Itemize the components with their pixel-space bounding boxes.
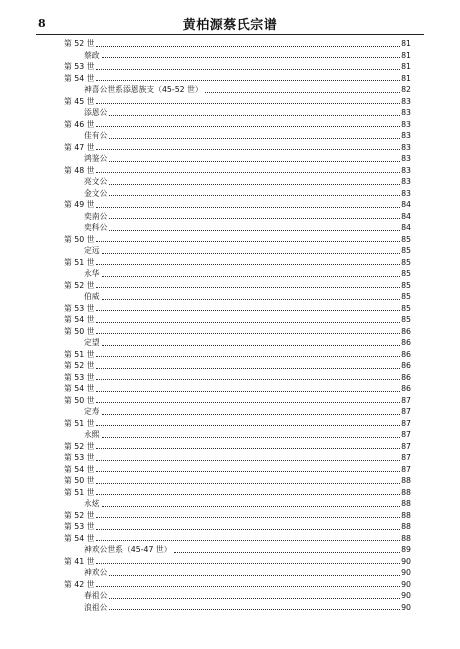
toc-entry-label: 第 53 世	[64, 453, 95, 462]
toc-entry[interactable]	[64, 245, 411, 257]
toc-entry-label: 第 52 世	[64, 280, 95, 290]
dot-leader	[96, 563, 400, 564]
toc-entry-label: 第 51 世	[64, 257, 95, 267]
dot-leader	[96, 149, 400, 150]
dot-leader	[102, 506, 400, 507]
dot-leader	[109, 115, 400, 116]
toc-entry[interactable]	[64, 360, 411, 372]
toc-entry-label: 定远	[84, 246, 100, 255]
document-title: 黄柏源蔡氏宗谱	[182, 18, 278, 33]
toc-entry[interactable]	[64, 314, 411, 326]
toc-entry-page-number: 86	[401, 384, 411, 393]
toc-entry-page-number: 81	[401, 39, 411, 48]
dot-leader	[96, 540, 400, 541]
toc-entry-label: 第 52 世	[64, 39, 95, 48]
dot-leader	[96, 483, 400, 484]
toc-entry[interactable]	[64, 280, 411, 292]
dot-leader	[109, 184, 400, 185]
dot-leader	[96, 172, 400, 173]
toc-entry-page-number: 88	[401, 533, 411, 543]
toc-entry-page-number: 84	[401, 223, 411, 232]
toc-entry-page-number: 81	[401, 50, 411, 60]
dot-leader	[96, 310, 400, 311]
toc-entry-page-number: 85	[401, 234, 411, 244]
header-rule	[36, 34, 424, 35]
dot-leader	[109, 598, 400, 599]
dot-leader	[109, 138, 400, 139]
dot-leader	[96, 391, 400, 392]
toc-entry[interactable]	[64, 165, 411, 177]
toc-entry-label: 永熙	[84, 430, 100, 439]
toc-entry-page-number: 85	[401, 292, 411, 301]
toc-entry-label: 第 48 世	[64, 165, 95, 175]
toc-entry-page-number: 88	[401, 499, 411, 508]
toc-entry[interactable]	[64, 84, 411, 96]
toc-entry-page-number: 87	[401, 407, 411, 416]
toc-entry[interactable]	[64, 533, 411, 545]
toc-entry-label: 第 53 世	[64, 522, 95, 531]
toc-entry-label: 永华	[84, 269, 100, 278]
toc-entry-label: 第 54 世	[64, 533, 95, 543]
toc-entry-page-number: 83	[401, 131, 411, 140]
dot-leader	[102, 276, 400, 277]
dot-leader	[96, 356, 400, 357]
dot-leader	[96, 103, 400, 104]
toc-entry[interactable]	[64, 510, 411, 522]
toc-entry-page-number: 86	[401, 361, 411, 370]
toc-entry-label: 春祖公	[84, 591, 108, 600]
toc-entry-page-number: 86	[401, 326, 411, 336]
toc-entry[interactable]	[64, 395, 411, 407]
dot-leader	[96, 126, 400, 127]
toc-entry-page-number: 83	[401, 188, 411, 198]
toc-entry[interactable]	[64, 544, 411, 556]
toc-entry-label: 第 50 世	[64, 395, 95, 405]
toc-entry[interactable]	[64, 153, 411, 165]
toc-entry-page-number: 88	[401, 510, 411, 520]
toc-entry-label: 浪祖公	[84, 602, 108, 612]
toc-entry[interactable]	[64, 406, 411, 418]
toc-entry[interactable]	[64, 96, 411, 108]
toc-entry-label: 添恩公	[84, 108, 108, 117]
toc-entry-page-number: 86	[401, 372, 411, 382]
dot-leader	[96, 322, 400, 323]
toc-entry[interactable]	[64, 130, 411, 142]
toc-entry[interactable]	[64, 50, 411, 62]
toc-entry-page-number: 84	[401, 200, 411, 209]
toc-entry[interactable]	[64, 567, 411, 579]
toc-entry-page-number: 83	[401, 108, 411, 117]
toc-entry[interactable]	[64, 107, 411, 119]
toc-entry-label: 神欢公世系（45-47 世）	[84, 545, 172, 554]
toc-entry[interactable]	[64, 119, 411, 131]
toc-entry-label: 第 51 世	[64, 487, 95, 497]
toc-entry-label: 第 52 世	[64, 510, 95, 520]
toc-entry-label: 定望	[84, 338, 100, 347]
toc-entry-label: 第 45 世	[64, 96, 95, 106]
dot-leader	[96, 69, 400, 70]
dot-leader	[96, 379, 400, 380]
toc-entry-page-number: 88	[401, 522, 411, 531]
toc-entry-page-number: 83	[401, 177, 411, 186]
toc-entry[interactable]	[64, 188, 411, 200]
toc-entry[interactable]	[64, 73, 411, 85]
dot-leader	[96, 207, 400, 208]
toc-entry[interactable]	[64, 337, 411, 349]
dot-leader	[102, 253, 400, 254]
dot-leader	[102, 57, 400, 58]
toc-entry-page-number: 83	[401, 154, 411, 163]
toc-entry-page-number: 87	[401, 430, 411, 439]
toc-entry-page-number: 85	[401, 246, 411, 255]
toc-entry-page-number: 90	[401, 556, 411, 566]
toc-entry-page-number: 89	[401, 545, 411, 554]
toc-entry-label: 第 49 世	[64, 200, 95, 209]
toc-entry[interactable]	[64, 257, 411, 269]
dot-leader	[96, 494, 400, 495]
dot-leader	[102, 345, 400, 346]
dot-leader	[102, 299, 400, 300]
dot-leader	[96, 368, 400, 369]
toc-entry-label: 定寿	[84, 407, 100, 416]
dot-leader	[174, 552, 401, 553]
toc-entry-label: 第 47 世	[64, 142, 95, 152]
dot-leader	[96, 529, 400, 530]
toc-entry-label: 第 53 世	[64, 372, 95, 382]
toc-entry[interactable]	[64, 452, 411, 464]
toc-entry[interactable]	[64, 38, 411, 50]
toc-entry-page-number: 83	[401, 96, 411, 106]
toc-entry[interactable]	[64, 498, 411, 510]
toc-entry-label: 第 52 世	[64, 361, 95, 370]
toc-entry-page-number: 90	[401, 568, 411, 577]
dot-leader	[96, 402, 400, 403]
dot-leader	[102, 414, 400, 415]
toc-entry[interactable]	[64, 176, 411, 188]
toc-entry-label: 佳有公	[84, 131, 108, 140]
toc-entry-label: 神喜公世系添恩族支（45-52 世）	[84, 85, 203, 94]
toc-entry-label: 第 51 世	[64, 349, 95, 359]
dot-leader	[96, 264, 400, 265]
toc-entry[interactable]	[64, 222, 411, 234]
dot-leader	[96, 287, 400, 288]
toc-entry-label: 第 54 世	[64, 315, 95, 324]
toc-entry-label: 第 50 世	[64, 476, 95, 485]
toc-entry[interactable]	[64, 429, 411, 441]
dot-leader	[109, 575, 400, 576]
toc-entry[interactable]	[64, 199, 411, 211]
dot-leader	[96, 517, 400, 518]
toc-entry-page-number: 87	[401, 453, 411, 462]
toc-entry-label: 第 54 世	[64, 384, 95, 393]
dot-leader	[96, 80, 400, 81]
dot-leader	[102, 437, 400, 438]
dot-leader	[205, 92, 400, 93]
toc-entry[interactable]	[64, 441, 411, 453]
toc-entry-label: 奕科公	[84, 223, 108, 232]
toc-entry-label: 第 41 世	[64, 556, 95, 566]
toc-entry-label: 第 52 世	[64, 441, 95, 451]
toc-entry-label: 第 54 世	[64, 464, 95, 474]
dot-leader	[96, 448, 400, 449]
toc-entry-page-number: 90	[401, 591, 411, 600]
toc-entry-label: 伯威	[84, 292, 100, 301]
table-of-contents	[64, 38, 411, 613]
toc-entry[interactable]	[64, 487, 411, 499]
dot-leader	[109, 161, 400, 162]
toc-entry-label: 亮文公	[84, 177, 108, 186]
toc-entry[interactable]	[64, 521, 411, 533]
toc-entry[interactable]	[64, 602, 411, 614]
toc-entry-page-number: 88	[401, 487, 411, 497]
dot-leader	[96, 241, 400, 242]
toc-entry-page-number: 81	[401, 62, 411, 71]
dot-leader	[96, 460, 400, 461]
dot-leader	[96, 46, 400, 47]
toc-entry-page-number: 84	[401, 211, 411, 221]
toc-entry-label: 神欢公	[84, 568, 108, 577]
toc-entry[interactable]	[64, 211, 411, 223]
toc-entry[interactable]	[64, 475, 411, 487]
toc-entry-page-number: 90	[401, 579, 411, 589]
toc-entry-label: 金文公	[84, 188, 108, 198]
toc-entry-page-number: 83	[401, 119, 411, 129]
toc-entry-page-number: 85	[401, 257, 411, 267]
toc-entry[interactable]	[64, 61, 411, 73]
page-number: 8	[38, 17, 46, 30]
toc-entry-page-number: 86	[401, 338, 411, 347]
toc-entry-page-number: 90	[401, 602, 411, 612]
toc-entry-page-number: 85	[401, 315, 411, 324]
toc-entry-label: 永炫	[84, 499, 100, 508]
toc-entry-page-number: 85	[401, 280, 411, 290]
toc-entry-page-number: 82	[401, 85, 411, 94]
toc-entry-page-number: 85	[401, 303, 411, 313]
toc-entry-label: 第 51 世	[64, 418, 95, 428]
toc-entry-page-number: 81	[401, 73, 411, 83]
toc-entry-page-number: 87	[401, 441, 411, 451]
toc-entry-page-number: 88	[401, 476, 411, 485]
toc-entry-label: 蔡政	[84, 50, 100, 60]
dot-leader	[109, 230, 400, 231]
toc-entry[interactable]	[64, 303, 411, 315]
toc-entry-page-number: 83	[401, 165, 411, 175]
toc-entry-label: 第 54 世	[64, 73, 95, 83]
dot-leader	[96, 425, 400, 426]
toc-entry-label: 奕南公	[84, 211, 108, 221]
dot-leader	[96, 333, 400, 334]
toc-entry-page-number: 87	[401, 464, 411, 474]
toc-entry-page-number: 85	[401, 269, 411, 278]
toc-entry-page-number: 86	[401, 349, 411, 359]
toc-entry[interactable]	[64, 464, 411, 476]
toc-entry-label: 第 42 世	[64, 579, 95, 589]
toc-entry[interactable]	[64, 291, 411, 303]
toc-entry[interactable]	[64, 142, 411, 154]
toc-entry[interactable]	[64, 349, 411, 361]
toc-entry-label: 鸿鉴公	[84, 154, 108, 163]
toc-entry[interactable]	[64, 556, 411, 568]
toc-entry-label: 第 53 世	[64, 303, 95, 313]
toc-entry[interactable]	[64, 579, 411, 591]
toc-entry[interactable]	[64, 418, 411, 430]
toc-entry[interactable]	[64, 234, 411, 246]
toc-entry-page-number: 83	[401, 142, 411, 152]
toc-entry-label: 第 50 世	[64, 234, 95, 244]
toc-entry-label: 第 50 世	[64, 326, 95, 336]
dot-leader	[109, 195, 400, 196]
dot-leader	[96, 471, 400, 472]
toc-entry-label: 第 53 世	[64, 62, 95, 71]
toc-entry[interactable]	[64, 372, 411, 384]
toc-entry[interactable]	[64, 326, 411, 338]
toc-entry[interactable]	[64, 268, 411, 280]
dot-leader	[96, 586, 400, 587]
dot-leader	[109, 218, 400, 219]
toc-entry-page-number: 87	[401, 395, 411, 405]
toc-entry-label: 第 46 世	[64, 119, 95, 129]
toc-entry-page-number: 87	[401, 418, 411, 428]
toc-entry[interactable]	[64, 590, 411, 602]
toc-entry[interactable]	[64, 383, 411, 395]
dot-leader	[109, 609, 400, 610]
